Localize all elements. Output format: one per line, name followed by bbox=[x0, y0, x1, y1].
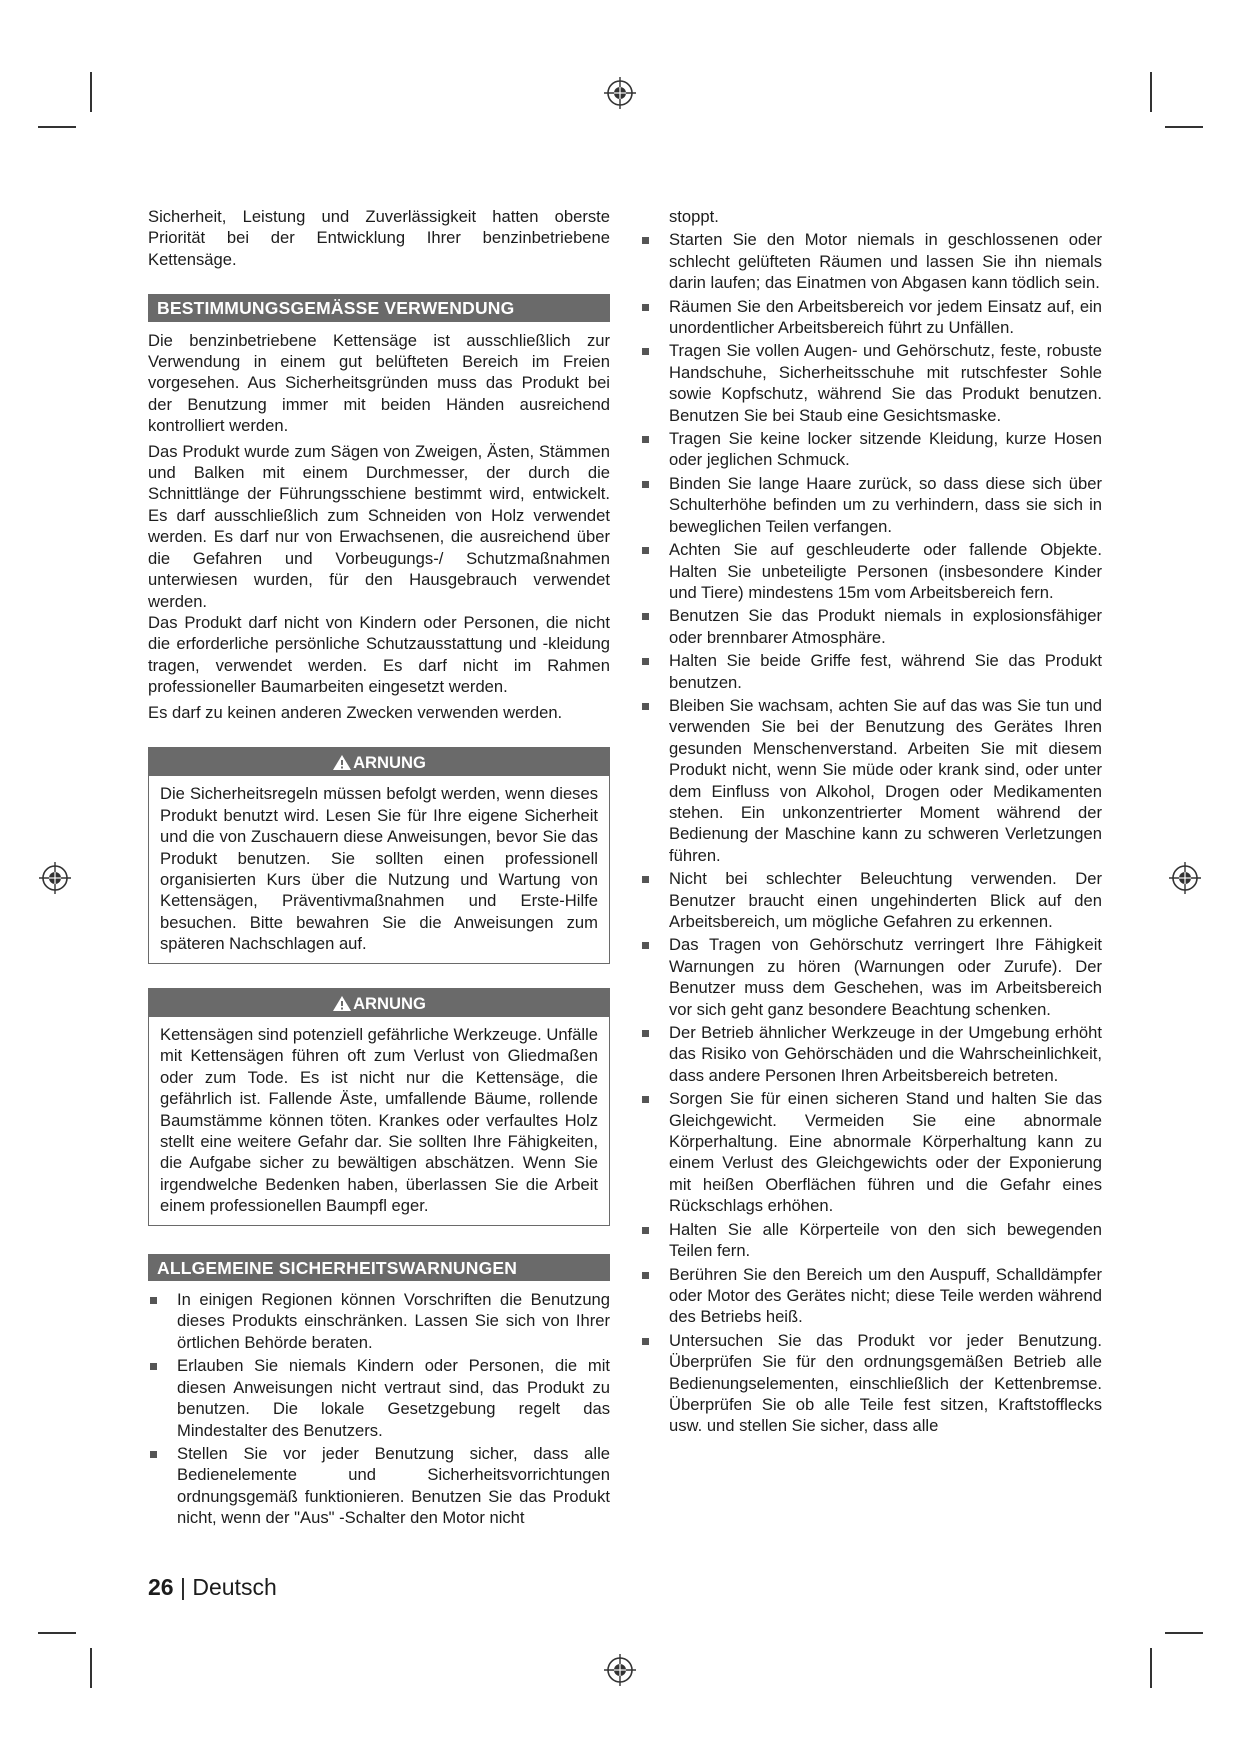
right-column bbox=[640, 206, 1102, 1439]
registration-mark-icon bbox=[603, 76, 637, 110]
warning-header bbox=[149, 989, 609, 1017]
bullet-icon bbox=[150, 1363, 157, 1370]
registration-mark-icon bbox=[38, 861, 72, 895]
crop-mark bbox=[1150, 72, 1152, 112]
warning-title: ARNUNG bbox=[353, 752, 426, 772]
warning-triangle-icon bbox=[332, 754, 352, 771]
warning-text: Die Sicherheitsregeln müssen befolgt werden, wenn dieses Produkt benutzt wird. Lesen Sie für Ihre eigene Sicherheit und die von Zuschauern diese Anweisungen, bevor Sie das Produkt benutzen. Sie sollten einen professionell organisierten Kurs über die Nutzung und Wartung von Kettensägen, Präventivmaßnahmen und Erste-Hilfe besuchen. Bitte bewahren Sie die Anweisungen zum späteren Nachschlagen auf. bbox=[160, 784, 598, 954]
bullet-icon bbox=[642, 613, 649, 620]
intro-paragraph: Sicherheit, Leistung und Zuverlässigkeit hatten oberste Priorität bei der Entwicklung Ihrer benzinbetriebene Kettensäge. bbox=[148, 207, 610, 269]
bullet-icon bbox=[642, 1272, 649, 1279]
list-item-text: Binden Sie lange Haare zurück, so dass diese sich über Schulterhöhe befinden um zu verhindern, dass sie sich in beweglichen Teilen verfangen. bbox=[669, 473, 1102, 536]
list-item bbox=[640, 1330, 1102, 1437]
bullet-icon bbox=[642, 237, 649, 244]
bullet-icon bbox=[642, 1030, 649, 1037]
bullet-icon bbox=[642, 547, 649, 554]
registration-mark-icon bbox=[603, 1653, 637, 1687]
crop-mark bbox=[1150, 1648, 1152, 1688]
list-item-text: Halten Sie beide Griffe fest, während Sie das Produkt benutzen. bbox=[669, 651, 1102, 692]
list-item bbox=[640, 605, 1102, 648]
bullet-icon bbox=[642, 348, 649, 355]
crop-mark bbox=[90, 72, 92, 112]
list-item-text: Der Betrieb ähnlicher Werkzeuge in der Umgebung erhöht das Risiko von Gehörschäden und die Wahrscheinlichkeit, dass andere Personen Ihren Arbeitsbereich betreten. bbox=[669, 1023, 1102, 1085]
section-heading-general-safety: ALLGEMEINE SICHERHEITSWARNUNGEN bbox=[148, 1254, 610, 1281]
bullet-icon bbox=[642, 304, 649, 311]
intended-use-paragraph: Die benzinbetriebene Kettensäge ist ausschließlich zur Verwendung in einem gut belüfteten Bereich im Freien vorgesehen. Aus Sicherheitsgründen muss das Produkt bei der Benutzung immer mit beiden Händen ausreichend kontrolliert werden. bbox=[148, 330, 610, 436]
bullet-icon bbox=[642, 942, 649, 949]
intended-use-paragraph: Es darf zu keinen anderen Zwecken verwenden werden. bbox=[148, 702, 563, 722]
list-item-text: Räumen Sie den Arbeitsbereich vor jedem Einsatz auf, ein unordentlicher Arbeitsbereich führt zu Unfällen. bbox=[669, 296, 1102, 338]
list-item bbox=[640, 539, 1102, 603]
bullet-icon bbox=[642, 1096, 649, 1103]
warning-text: Kettensägen sind potenziell gefährliche Werkzeuge. Unfälle mit Kettensägen führen oft zum Verlust von Gliedmaßen oder zum Tode. Es ist nicht nur die Kettensäge, die gefährlich ist. Fallende Äste, umfallende Bäume, rollende Baumstämme können töten. Krankes oder verfaultes Holz stellt eine weitere Gefahr dar. Sie sollten Ihre Fähigkeiten, die Aufgabe sicher zu bewältigen abschätzen. Wenn Sie irgendwelche Bedenken haben, überlassen Sie die Arbeit einem professionellen Baumpfl eger. bbox=[160, 1025, 598, 1216]
list-item bbox=[640, 868, 1102, 932]
crop-mark bbox=[38, 1632, 76, 1634]
list-item-text: Stellen Sie vor jeder Benutzung sicher, dass alle Bedienelemente und Sicherheitsvorrichtungen ordnungsgemäß funktionieren. Benutzen Sie das Produkt nicht, wenn der "Aus" -Schalter den Motor nicht bbox=[177, 1443, 610, 1528]
warning-box bbox=[148, 988, 610, 1226]
list-item bbox=[640, 1022, 1102, 1086]
list-item bbox=[640, 695, 1102, 866]
footer-language: Deutsch bbox=[192, 1574, 277, 1600]
list-item-text: Benutzen Sie das Produkt niemals in explosionsfähiger oder brennbarer Atmosphäre. bbox=[669, 606, 1102, 647]
safety-list bbox=[640, 229, 1102, 1436]
list-item bbox=[640, 934, 1102, 1020]
bullet-icon bbox=[642, 1338, 649, 1345]
list-item bbox=[640, 650, 1102, 693]
list-item-text: Berühren Sie den Bereich um den Auspuff, Schalldämpfer oder Motor des Gerätes nicht; diese Teile werden während des Betriebs heiß. bbox=[669, 1264, 1102, 1327]
bullet-icon bbox=[642, 481, 649, 488]
warning-triangle-icon bbox=[332, 995, 352, 1012]
bullet-icon bbox=[642, 658, 649, 665]
bullet-icon bbox=[642, 1227, 649, 1234]
list-item-text: Achten Sie auf geschleuderte oder fallende Objekte. Halten Sie unbeteiligte Personen (insbesondere Kinder und Tiere) mindestens 15m vom Arbeitsbereich fern. bbox=[669, 540, 1102, 602]
list-item bbox=[640, 1088, 1102, 1216]
list-item bbox=[148, 1289, 610, 1353]
bullet-icon bbox=[642, 876, 649, 883]
list-item bbox=[640, 340, 1102, 426]
list-item bbox=[640, 296, 1102, 339]
crop-mark bbox=[1165, 1632, 1203, 1634]
list-item-text: Halten Sie alle Körperteile von den sich bewegenden Teilen fern. bbox=[669, 1219, 1102, 1261]
bullet-icon bbox=[642, 436, 649, 443]
warning-box bbox=[148, 747, 610, 964]
bullet-icon bbox=[642, 703, 649, 710]
continuation-text: stoppt. bbox=[669, 207, 719, 226]
list-item bbox=[640, 229, 1102, 293]
crop-mark bbox=[38, 126, 76, 128]
page-number: 26 bbox=[148, 1574, 174, 1600]
list-item-text: In einigen Regionen können Vorschriften die Benutzung dieses Produkts einschränken. Lassen Sie sich von Ihrer örtlichen Behörde beraten. bbox=[177, 1290, 610, 1352]
list-item-text: Erlauben Sie niemals Kindern oder Personen, die mit diesen Anweisungen nicht vertraut sind, das Produkt zu benutzen. Die lokale Gesetzgebung regelt das Mindestalter des Benutzers. bbox=[177, 1356, 610, 1440]
left-column bbox=[148, 206, 610, 1531]
list-item-text: Nicht bei schlechter Beleuchtung verwenden. Der Benutzer braucht einen ungehinderten Blick auf den Arbeitsbereich, um mögliche Gefahren zu erkennen. bbox=[669, 869, 1102, 931]
list-item-text: Starten Sie den Motor niemals in geschlossenen oder schlecht gelüfteten Räumen und lassen Sie ihn niemals darin laufen; das Einatmen von Abgasen kann tödlich sein. bbox=[669, 230, 1102, 293]
crop-mark bbox=[1165, 126, 1203, 128]
list-item-text: Untersuchen Sie das Produkt vor jeder Benutzung. Überprüfen Sie für den ordnungsgemäßen Betrieb alle Bedienungselementen, einschließlich der Kettenbremse. Überprüfen Sie ob alle Teile fest sitzen, Kraftstofflecks usw. und stellen Sie sicher, dass alle bbox=[669, 1330, 1102, 1436]
intended-use-paragraph: Das Produkt darf nicht von Kindern oder Personen, die nicht die erforderliche persönliche Schutzausstattung und -kleidung tragen, verwendet werden. Es darf nicht im Rahmen professioneller Baumarbeiten eingesetzt werden. bbox=[148, 612, 610, 697]
general-safety-list bbox=[148, 1289, 610, 1528]
warning-header bbox=[149, 748, 609, 776]
list-item-text: Bleiben Sie wachsam, achten Sie auf das was Sie tun und verwenden Sie bei der Benutzung des Gerätes Ihren gesunden Menschenverstand. Arbeiten Sie mit diesem Produkt nicht, wenn Sie müde oder krank sind, oder unter dem Einfluss von Alkohol, Drogen oder Medikamenten stehen. Ein unkonzentrierter Moment während der Bedienung der Maschine kann zu schweren Verletzungen führen. bbox=[669, 695, 1102, 865]
warning-title: ARNUNG bbox=[353, 993, 426, 1013]
footer-separator: | bbox=[179, 1574, 186, 1600]
page-footer bbox=[148, 1574, 277, 1601]
list-item-text: Das Tragen von Gehörschutz verringert Ihre Fähigkeit Warnungen zu hören (Warnungen oder Zurufe). Der Benutzer muss dem Geschehen, was im Arbeitsbereich vor sich geht ganz besondere Beachtung schenken. bbox=[669, 935, 1102, 1019]
list-item-text: Tragen Sie keine locker sitzende Kleidung, kurze Hosen oder jeglichen Schmuck. bbox=[669, 429, 1102, 470]
bullet-icon bbox=[150, 1297, 157, 1304]
list-item bbox=[148, 1355, 610, 1441]
bullet-icon bbox=[150, 1451, 157, 1458]
section-heading-intended-use: BESTIMMUNGSGEMÄSSE VERWENDUNG bbox=[148, 294, 610, 321]
registration-mark-icon bbox=[1168, 861, 1202, 895]
list-item bbox=[640, 473, 1102, 537]
list-item bbox=[640, 428, 1102, 471]
list-item-text: Sorgen Sie für einen sicheren Stand und halten Sie das Gleichgewicht. Vermeiden Sie eine abnormale Körperhaltung. Eine abnormale Körperhaltung kann zu einem Verlust des Gleichgewichts oder der Exponierung mit heißen Oberflächen führen und die Gefahr eines Rückschlags erhöhen. bbox=[669, 1089, 1102, 1216]
intended-use-paragraph: Das Produkt wurde zum Sägen von Zweigen, Ästen, Stämmen und Balken mit einem Durchmesser, der durch die Schnittlänge der Führungsschiene bestimmt wird, entwickelt. Es darf ausschließlich zum Schneiden von Holz verwendet werden. Es darf nur von Erwachsenen, die ausreichend über die Gefahren und Vorbeugungs-/ Schutzmaßnahmen unterwiesen wurden, für den Hausgebrauch verwendet werden. bbox=[148, 441, 610, 611]
crop-mark bbox=[90, 1648, 92, 1688]
list-item-text: Tragen Sie vollen Augen- und Gehörschutz, feste, robuste Handschuhe, Sicherheitsschuhe mit rutschfester Sohle sowie Kopfschutz, während Sie das Produkt benutzen. Benutzen Sie bei Staub eine Gesichtsmaske. bbox=[669, 341, 1102, 425]
list-item bbox=[148, 1443, 610, 1529]
list-item bbox=[640, 1219, 1102, 1262]
list-item bbox=[640, 1264, 1102, 1328]
